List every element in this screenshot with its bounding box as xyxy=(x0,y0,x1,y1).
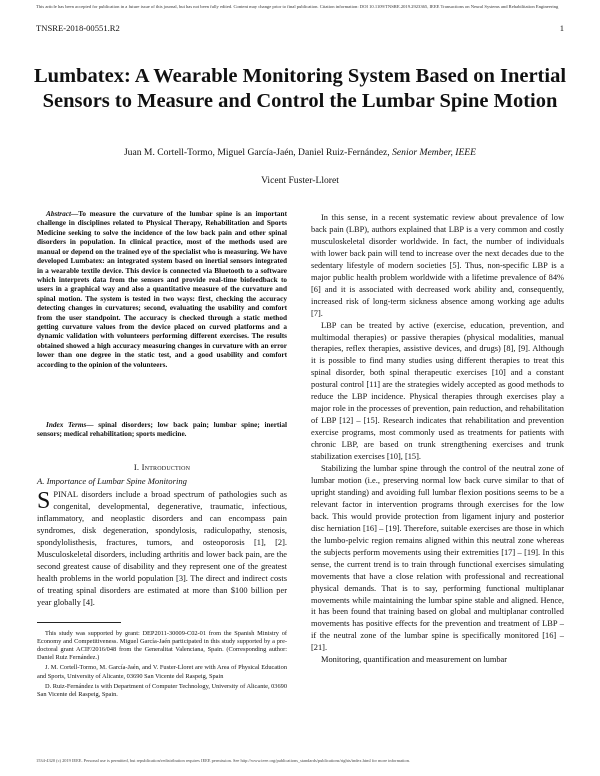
abstract-text: —To measure the curvature of the lumbar spine is an important challenge in disciplines related to Physical Therapy, Rehabilitation and Sports Medicine seeking to solve the incidence of the low back pain and other spinal disorders in population. In clinical practice, most of the methods used are manual or depend on the trained eye of the specialist who is measuring. We have developed Lumbatex: an integrated system based on inertial sensors integrated in a wearable textile device. This device is connected via Bluetooth to a software which interprets data from the sensors and provide real-time biofeedback to users in a graphical way and also a quantitative measure of the curvature and spinal motion. The system is tested in two ways: first, checking the accuracy detecting changes in curvatures; second, evaluating the usability and comfort from the user standpoint. The accuracy is checked through a static method getting curvature values from the device placed on curved platforms and a dynamic validation with volunteers performing different exercises. The results obtained showed a high accuracy measuring changes in curvature with an error lower than one degree in the static test, and a good usability and comfort according to the opinion of the volunteers. xyxy=(37,210,287,369)
subsection-heading xyxy=(37,476,287,486)
intro-paragraph xyxy=(37,489,287,609)
page-number: 1 xyxy=(559,23,564,33)
paragraph: LBP can be treated by active (exercise, education, prevention, and multimodal therapies) or passive therapies (physical modalities, manual therapies, reflex therapies, assistive devices, and drugs) [8], [9]. Although it is possible to find many studies using different therapies to treat this spinal disorder, both spinal therapeutic exercises [10] and a constant postural control [11] are the strategies widely accepted as good methods to reduce the LBP incidence. Physical therapies through exercises play a major role in the processes of prevention, pain reduction, and rehabilitation of LBP [12] – [15]. Research indicates that rehabilitation and prevention exercise programs, most commonly used as treatments for patients with chronic LBP, are based on trunk strengthening exercises and trunk stabilization exercises [10], [15]. xyxy=(311,320,564,462)
copyright-footer: 1534-4320 (c) 2019 IEEE. Personal use is permitted, but republication/redistribution requires IEEE permission. See http://www.ieee.org/publications_standards/publications/rights/index.html for more information. xyxy=(36,758,410,763)
author-list-second: Vicent Fuster-Lloret xyxy=(261,175,339,186)
subsection-letter: A. xyxy=(37,476,45,486)
footnote-affiliation: D. Ruiz-Fernández is with Department of Computer Technology, University of Alicante, 03690 San Vicente del Raspeig, Spain. xyxy=(37,682,287,698)
authors-line: Juan M. Cortell-Tormo, Miguel García-Jaén, Daniel Ruiz-Fernández, xyxy=(123,147,390,158)
manuscript-id: TNSRE-2018-00551.R2 xyxy=(36,23,120,33)
right-column-text xyxy=(311,212,564,666)
publication-notice: This article has been accepted for publication in a future issue of this journal, but has not been fully edited. Content may change prior to final publication. Citation information: DOI 10.1109/TNSRE.2019.2923365, IEEE Transactions on Neural Systems and Rehabilitation Engineering xyxy=(36,4,559,9)
index-terms xyxy=(37,421,287,440)
section-number: I. xyxy=(133,462,140,472)
index-terms-text: — spinal disorders; low back pain; lumbar spine; inertial sensors; medical rehabilitation; sports medicine. xyxy=(37,421,287,439)
abstract-label: Abstract xyxy=(46,210,71,218)
section-title: Introduction xyxy=(141,462,191,472)
subsection-title: Importance of Lumbar Spine Monitoring xyxy=(46,476,187,486)
drop-cap: S xyxy=(37,488,51,514)
paragraph: Monitoring, quantification and measurement on lumbar xyxy=(321,655,508,665)
footnote-affiliation: J. M. Cortell-Tormo, M. García-Jaén, and V. Fuster-Lloret are with Area of Physical Education and Sports, University of Alicante, 03690 San Vicente del Raspeig, Spain xyxy=(37,664,287,680)
intro-text: PINAL disorders include a broad spectrum of pathologies such as congenital, developmental, degenerative, traumatic, infectious, inflammatory, and neoplastic disorders and can encompass pain syndromes, disk degeneration, spondylosis, radiculopathy, stenosis, spondylolisthesis, fractures, tumors, and osteoporosis [1], [2]. Musculoskeletal disorders, including arthritis and lower back pain, are the second greatest cause of disability and they represent one of the greatest health problems in the world population [3]. The direct and indirect costs of treating spinal disorders are estimated at more than $100 billion per year globally [4]. xyxy=(37,490,287,607)
author-list xyxy=(0,147,600,158)
paragraph: Stabilizing the lumbar spine through the control of the neutral zone of lumbar motion (i.e., preserving normal low back curve similar to that of upright standing) and avoiding full lumbar flexion positions seems to be a relevant factor in intervention programs through exercises for the low back. This would provide protection from ligament injury and posterior disc herniation [16] – [19]. Therefore, suitable exercises are those in which the lumbo-pelvic region remains aligned within this neutral zone whereas the subjects perform movements using their extremities [17] – [19]. In this sense, the current trend is to train through functional exercises simulating movements that have a close relation with professional and recreational physical demands. That is to say, performing functional multiplanar movements while maintaining the lumbar spine stable and aligned. Hence, it has been found that training based on global and multiplanar controlled movements has positive effects for the prevention and treatment of LBP – if the neutral zone of the lumbar spine is specifically monitored [16] – [21]. xyxy=(311,464,564,653)
author-role: Senior Member, IEEE xyxy=(392,147,477,158)
footnotes xyxy=(37,630,287,701)
footnote-rule xyxy=(37,622,121,623)
index-terms-label: Index Terms xyxy=(46,421,87,429)
running-header xyxy=(36,23,564,33)
paragraph: In this sense, in a recent systematic review about prevalence of low back pain (LBP), authors explained that LBP is a very common and costly musculoskeletal disorder worldwide. In fact, the number of individuals with lower back pain will tend to increase over the next decades due to the sedentary lifestyle of modern societies [5]. Thus, non-specific LBP is a major public health problem worldwide with a lifetime prevalence of 84% [6] and it is associated with decreased work ability and, consequently, increased risk of long-term sickness absence among working age adults [7]. xyxy=(311,213,564,318)
abstract xyxy=(37,210,287,370)
footnote-funding: This study was supported by grant: DEP2011-30009-C02-01 from the Spanish Ministry of Economy and Competitiveness. Miguel García-Jaén participated in this study supported by a pre-doctoral grant ACIF/2016/048 from the Generalitat Valenciana, Spain. (Corresponding author: Daniel Ruiz Fernández.) xyxy=(37,630,287,662)
section-heading xyxy=(37,462,287,472)
paper-title: Lumbatex: A Wearable Monitoring System Based on Inertial Sensors to Measure and Control the Lumbar Spine Motion xyxy=(33,65,567,112)
